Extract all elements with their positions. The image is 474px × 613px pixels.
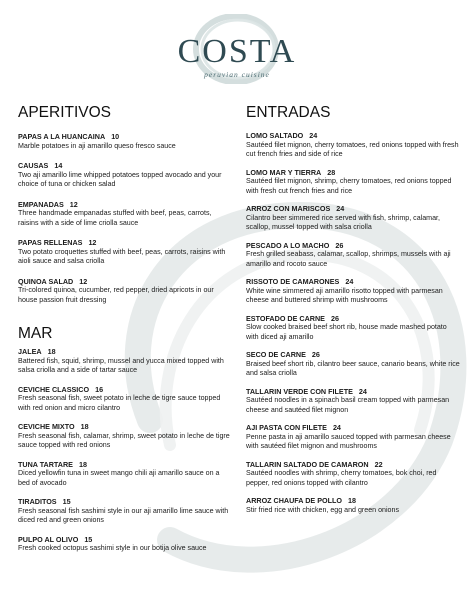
item-name: PESCADO A LO MACHO — [246, 240, 330, 250]
item-price: 14 — [54, 161, 63, 170]
item-description: Cilantro beer simmered rice served with fish, shrimp, calamar, scallop, mussel topped with salsa criolla — [246, 213, 440, 231]
restaurant-logo — [0, 14, 474, 84]
item-description: Fresh grilled seabass, calamar, scallop, shrimps, mussels with aji amarillo and rocoto sauce — [246, 250, 451, 268]
item-description: Diced yellowfin tuna in sweet mango chili aji amarillo sauce on a bed of avocado — [18, 469, 220, 487]
menu-item — [18, 497, 232, 526]
item-price: 18 — [78, 459, 87, 469]
item-description: Two aji amarillo lime whipped potatoes topped avocado and your choice of tuna or chicken salad — [18, 170, 222, 188]
left-column — [18, 104, 232, 554]
item-price: 10 — [111, 132, 120, 141]
item-price: 22 — [374, 459, 383, 469]
item-price: 12 — [79, 276, 88, 286]
item-name: ARROZ CHAUFA DE POLLO — [246, 496, 342, 505]
item-description: Braised beef short rib, cilantro beer sauce, canario beans, white rice and salsa criolla — [246, 359, 460, 377]
item-name: RISSOTO DE CAMARONES — [246, 277, 340, 286]
menu-item — [18, 385, 232, 414]
item-name: ARROZ CON MARISCOS — [246, 204, 331, 213]
item-name: ESTOFADO DE CARNE — [246, 313, 325, 323]
item-description: Fresh seasonal fish, calamar, shrimp, sweet potato in leche de tigre sauce topped with red onions — [18, 431, 230, 449]
item-name: EMPANADAS — [18, 199, 64, 209]
menu-item — [18, 161, 232, 190]
item-price: 15 — [62, 497, 71, 506]
menu-item — [18, 238, 232, 267]
menu-item — [246, 387, 460, 416]
menu-item — [18, 347, 232, 376]
menu-item — [246, 496, 460, 515]
item-name: CEVICHE MIXTO — [18, 422, 75, 431]
item-name: PAPAS RELLENAS — [18, 238, 83, 247]
right-column — [246, 104, 460, 515]
item-name: CAUSAS — [18, 161, 49, 170]
item-name: TUNA TARTARE — [18, 459, 73, 469]
item-price: 24 — [309, 131, 318, 140]
item-price: 24 — [345, 277, 354, 286]
item-description: Sautéed noodles with shrimp, cherry tomatoes, bok choi, red pepper, red onions topped with cilantro — [246, 469, 437, 487]
menu-item — [246, 241, 460, 270]
item-description: Marble potatoes in aji amarillo queso fresco sauce — [18, 141, 176, 150]
menu-item — [246, 423, 460, 452]
logo-wordmark: COSTA — [177, 33, 297, 70]
item-price: 26 — [335, 240, 344, 250]
item-price: 24 — [358, 386, 367, 396]
item-description: Stir fried rice with chicken, egg and green onions — [246, 505, 399, 514]
item-name: CEVICHE CLASSICO — [18, 384, 90, 394]
item-price: 28 — [327, 167, 336, 177]
item-price: 24 — [332, 423, 341, 432]
item-name: TALLARIN VERDE CON FILETE — [246, 386, 353, 396]
item-price: 18 — [347, 496, 356, 505]
menu-item — [246, 314, 460, 343]
menu-item — [246, 350, 460, 379]
item-price: 15 — [84, 534, 93, 544]
menu-item — [18, 422, 232, 451]
item-description: Fresh seasonal fish sashimi style in our aji amarillo lime sauce with diced red and green onions — [18, 506, 229, 524]
item-price: 16 — [95, 384, 104, 394]
item-name: PULPO AL OLIVO — [18, 534, 79, 544]
item-description: Three handmade empanadas stuffed with beef, peas, carrots, raisins with a side of lime criolla sauce — [18, 209, 212, 227]
item-price: 18 — [80, 422, 89, 431]
menu-item — [18, 200, 232, 229]
item-name: TALLARIN SALTADO DE CAMARON — [246, 459, 369, 469]
menu-item — [246, 131, 460, 160]
item-name: PAPAS A LA HUANCAINA — [18, 132, 106, 141]
item-description: Sautéed filet mignon, shrimp, cherry tomatoes, red onions topped with fresh cut french fries and rice — [246, 177, 452, 195]
menu-item — [18, 277, 232, 306]
item-price: 12 — [88, 238, 97, 247]
section-title-mar: MAR — [18, 325, 53, 342]
item-description: Battered fish, squid, shrimp, mussel and yucca mixed topped with salsa criolla and a side of tartar sauce — [18, 356, 224, 374]
item-description: White wine simmered aji amarillo risotto topped with parmesan cheese and buttered shrimp with mushrooms — [246, 286, 443, 304]
menu-item — [246, 460, 460, 489]
item-name: AJI PASTA CON FILETE — [246, 423, 327, 432]
menu-item — [246, 204, 460, 233]
section-title-entradas: ENTRADAS — [246, 104, 331, 121]
item-description: Sautéed noodles in a spinach basil cream topped with parmesan cheese and sautéed filet mignon — [246, 396, 450, 414]
menu-item — [18, 132, 232, 151]
item-name: QUINOA SALAD — [18, 276, 74, 286]
item-description: Penne pasta in aji amarillo sauced topped with parmesan cheese with sautéed filet mignon and mushrooms — [246, 432, 451, 450]
menu-item — [246, 168, 460, 197]
item-price: 24 — [336, 204, 345, 213]
item-price: 12 — [69, 199, 78, 209]
item-price: 18 — [47, 347, 56, 356]
item-description: Two potato croquettes stuffed with beef, peas, carrots, raisins with aioli sauce and salsa criolla — [18, 247, 226, 265]
item-name: JALEA — [18, 347, 42, 356]
item-name: LOMO SALTADO — [246, 131, 304, 140]
item-description: Sautéed filet mignon, cherry tomatoes, red onions topped with fresh cut french fries and side of rice — [246, 140, 459, 158]
menu-item — [18, 460, 232, 489]
item-price: 26 — [330, 313, 339, 323]
section-title-aperitivos: APERITIVOS — [18, 104, 112, 121]
item-name: LOMO MAR Y TIERRA — [246, 167, 322, 177]
menu-item — [18, 535, 232, 554]
menu-item — [246, 277, 460, 306]
item-description: Tri-colored quinoa, cucumber, red pepper, dried apricots in our house passion fruit dressing — [18, 286, 214, 304]
item-price: 26 — [311, 350, 320, 359]
item-description: Slow cooked braised beef short rib, house made mashed potato with diced aji amarillo — [246, 323, 447, 341]
item-description: Fresh seasonal fish, sweet potato in leche de tigre sauce topped with red onion and micro cilantro — [18, 394, 221, 412]
item-name: TIRADITOS — [18, 497, 57, 506]
item-description: Fresh cooked octopus sashimi style in our botija olive sauce — [18, 544, 207, 552]
item-name: SECO DE CARNE — [246, 350, 306, 359]
logo-tagline: peruvian cuisine — [204, 70, 270, 79]
